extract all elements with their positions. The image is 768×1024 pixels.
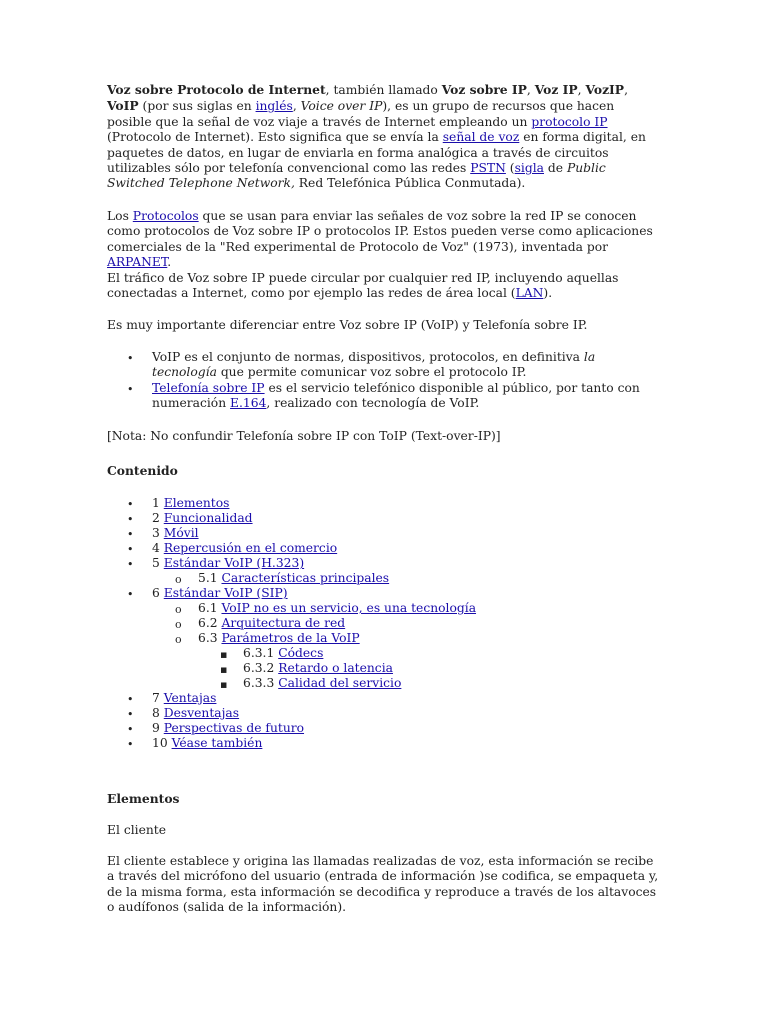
link-telefonia-sobre-ip[interactable]: Telefonía sobre IP	[152, 381, 265, 395]
intro-text: ,	[526, 83, 535, 97]
toc-item-funcionalidad	[152, 511, 253, 526]
intro-text: Red Telefónica Pública Conmutada).	[294, 176, 526, 191]
toc-bullet: ▪	[220, 678, 228, 691]
traffic-text: ).	[543, 286, 553, 301]
toc-bullet: •	[127, 543, 134, 556]
toc-link[interactable]: Véase también	[171, 736, 263, 750]
toc-item-calidad	[243, 676, 401, 691]
toc-item-sip	[152, 586, 288, 601]
link-ingles[interactable]: inglés	[255, 99, 293, 114]
toc-number: 6.3.2	[243, 661, 275, 675]
toc-link[interactable]: Estándar VoIP (SIP)	[163, 586, 288, 600]
toc-link[interactable]: Calidad del servicio	[278, 676, 402, 690]
section-heading-text: Elementos	[107, 791, 180, 806]
traffic-paragraph	[107, 271, 662, 302]
toc-number: 7	[152, 691, 160, 705]
protocols-paragraph	[107, 209, 662, 271]
term-vozip: VozIP	[585, 82, 625, 97]
toc-item-movil	[152, 526, 199, 541]
toc-item-desventajas	[152, 706, 239, 721]
toc-bullet: o	[175, 618, 182, 631]
toc-item-ventajas	[152, 691, 216, 706]
link-protocolo-ip[interactable]: protocolo IP	[531, 114, 608, 129]
intro-text: en forma digital, en paquetes de datos, en lugar de enviarla en forma analógica a través de circuitos utilizables sólo por telefonía convencional como las redes	[107, 130, 646, 176]
intro-text: , también llamado	[325, 83, 442, 97]
toc-item-vease	[152, 736, 262, 751]
intro-text: (	[505, 161, 515, 176]
toc-item-arquitectura	[198, 616, 345, 631]
toc-number: 5.1	[198, 571, 218, 585]
toc-item-parametros	[198, 631, 360, 646]
toc-number: 2	[152, 511, 160, 525]
toc-bullet: •	[127, 498, 134, 511]
toc-number: 5	[152, 556, 160, 570]
toc-number: 3	[152, 526, 160, 540]
protocols-text: .	[167, 255, 172, 270]
bullet-telefonia	[152, 381, 662, 412]
toc-link[interactable]: Retardo o latencia	[278, 661, 393, 675]
toc-bullet: o	[175, 633, 182, 646]
link-sigla[interactable]: sigla	[514, 161, 544, 176]
toc-bullet: •	[127, 528, 134, 541]
intro-text: ,	[624, 83, 628, 97]
toc-number: 8	[152, 706, 160, 720]
toc-link[interactable]: Características principales	[221, 571, 390, 585]
intro-paragraph	[107, 82, 662, 192]
toc-bullet: ▪	[220, 648, 228, 661]
toc-link[interactable]: Arquitectura de red	[221, 616, 346, 630]
toc-bullet: ▪	[220, 663, 228, 676]
toc-item-elementos	[152, 496, 229, 511]
toc-link[interactable]: Estándar VoIP (H.323)	[163, 556, 305, 570]
term-voz-ip: Voz IP	[534, 82, 578, 97]
bullet-text: , realizado con tecnología de VoIP.	[266, 396, 480, 411]
link-lan[interactable]: LAN	[515, 286, 544, 301]
intro-text: (por sus siglas en	[138, 99, 256, 114]
toc-link[interactable]: VoIP no es un servicio, es una tecnología	[221, 601, 477, 615]
toc-link[interactable]: Perspectivas de futuro	[163, 721, 305, 735]
bullet-text: VoIP es el conjunto de normas, dispositivos, protocolos, en definitiva	[152, 350, 584, 364]
toc-number: 1	[152, 496, 160, 510]
toc-number: 6.3.1	[243, 646, 275, 660]
link-arpanet[interactable]: ARPANET	[107, 255, 168, 270]
intro-text: ), es un grupo de recursos que hacen posible que la señal de voz viaje a través de Internet empleando un	[107, 99, 615, 129]
toc-bullet: •	[127, 588, 134, 601]
important-paragraph: Es muy importante diferenciar entre Voz sobre IP (VoIP) y Telefonía sobre IP.	[107, 318, 588, 332]
toc-heading	[107, 463, 662, 479]
toc-bullet: •	[127, 723, 134, 736]
list-bullet: •	[127, 352, 134, 365]
toc-bullet: •	[127, 558, 134, 571]
toc-link[interactable]: Elementos	[163, 496, 230, 510]
toc-link[interactable]: Repercusión en el comercio	[163, 541, 338, 555]
protocols-text: Los	[107, 209, 133, 223]
term-voip: VoIP	[107, 98, 139, 114]
term-la-tecnologia: la tecnología	[152, 350, 596, 380]
section-body: El cliente establece y origina las llamadas realizadas de voz, esta información se recibe a través del micrófono del usuario (entrada de información )se codifica, se empaqueta y, de la misma forma, esta información se decodifica y reproduce a través de los altavoces o audífonos (salida de la información).	[107, 854, 659, 915]
link-senal-de-voz[interactable]: señal de voz	[442, 130, 520, 145]
link-pstn[interactable]: PSTN	[470, 161, 506, 176]
toc-number: 6.3	[198, 631, 218, 645]
section-subheading: El cliente	[107, 823, 166, 837]
toc-bullet: •	[127, 738, 134, 751]
toc-number: 6.1	[198, 601, 218, 615]
intro-text: ,	[292, 99, 301, 114]
toc-number: 6.2	[198, 616, 218, 630]
toc-item-perspectivas	[152, 721, 304, 736]
toc-item-codecs	[243, 646, 323, 661]
toc-link[interactable]: Códecs	[278, 646, 324, 660]
term-voip-full: Voz sobre Protocolo de Internet	[107, 82, 326, 97]
intro-text: ,	[577, 83, 586, 97]
bullet-text: que permite comunicar voz sobre el protocolo IP.	[216, 365, 527, 380]
toc-bullet: •	[127, 708, 134, 721]
toc-link[interactable]: Desventajas	[163, 706, 240, 720]
term-voz-sobre-ip: Voz sobre IP	[441, 82, 527, 97]
toc-number: 10	[152, 736, 168, 750]
note-paragraph: [Nota: No confundir Telefonía sobre IP con ToIP (Text-over-IP)]	[107, 429, 501, 443]
section-heading	[107, 791, 662, 807]
intro-text: (Protocolo de Internet). Esto significa que se envía la	[107, 130, 443, 145]
intro-text: de	[544, 161, 567, 176]
traffic-text: El tráfico de Voz sobre IP puede circular por cualquier red IP, incluyendo aquellas conectadas a Internet, como por ejemplo las redes de área local (	[107, 271, 619, 301]
toc-item-no-es-servicio	[198, 601, 476, 616]
protocols-text: que se usan para enviar las señales de voz sobre la red IP se conocen como protocolos de Voz sobre IP o protocolos IP. Estos pueden verse como aplicaciones comerciales de la "Red experimental de Protocolo de Voz" (1973), inventada por	[107, 209, 653, 254]
toc-link[interactable]: Funcionalidad	[163, 511, 253, 525]
toc-item-retardo	[243, 661, 393, 676]
toc-item-h323	[152, 556, 304, 571]
term-pstn-expanded: Public Switched Telephone Network,	[107, 161, 606, 191]
toc-item-repercusion	[152, 541, 337, 556]
toc-bullet: •	[127, 693, 134, 706]
bullet-voip	[152, 350, 662, 381]
toc-link[interactable]: Móvil	[163, 526, 199, 540]
toc-number: 9	[152, 721, 160, 735]
toc-link[interactable]: Ventajas	[163, 691, 217, 705]
toc-link[interactable]: Parámetros de la VoIP	[221, 631, 360, 645]
toc-heading-text: Contenido	[107, 463, 178, 478]
toc-number: 6.3.3	[243, 676, 275, 690]
toc-bullet: o	[175, 573, 182, 586]
toc-number: 4	[152, 541, 160, 555]
bullet-text: es el servicio telefónico disponible al público, por tanto con numeración	[152, 381, 640, 411]
toc-bullet: o	[175, 603, 182, 616]
term-voice-over-ip: Voice over IP	[300, 99, 383, 114]
toc-item-caracteristicas	[198, 571, 389, 586]
list-bullet: •	[127, 383, 134, 396]
toc-number: 6	[152, 586, 160, 600]
link-e164[interactable]: E.164	[230, 396, 267, 411]
link-protocolos[interactable]: Protocolos	[132, 209, 199, 223]
toc-bullet: •	[127, 513, 134, 526]
